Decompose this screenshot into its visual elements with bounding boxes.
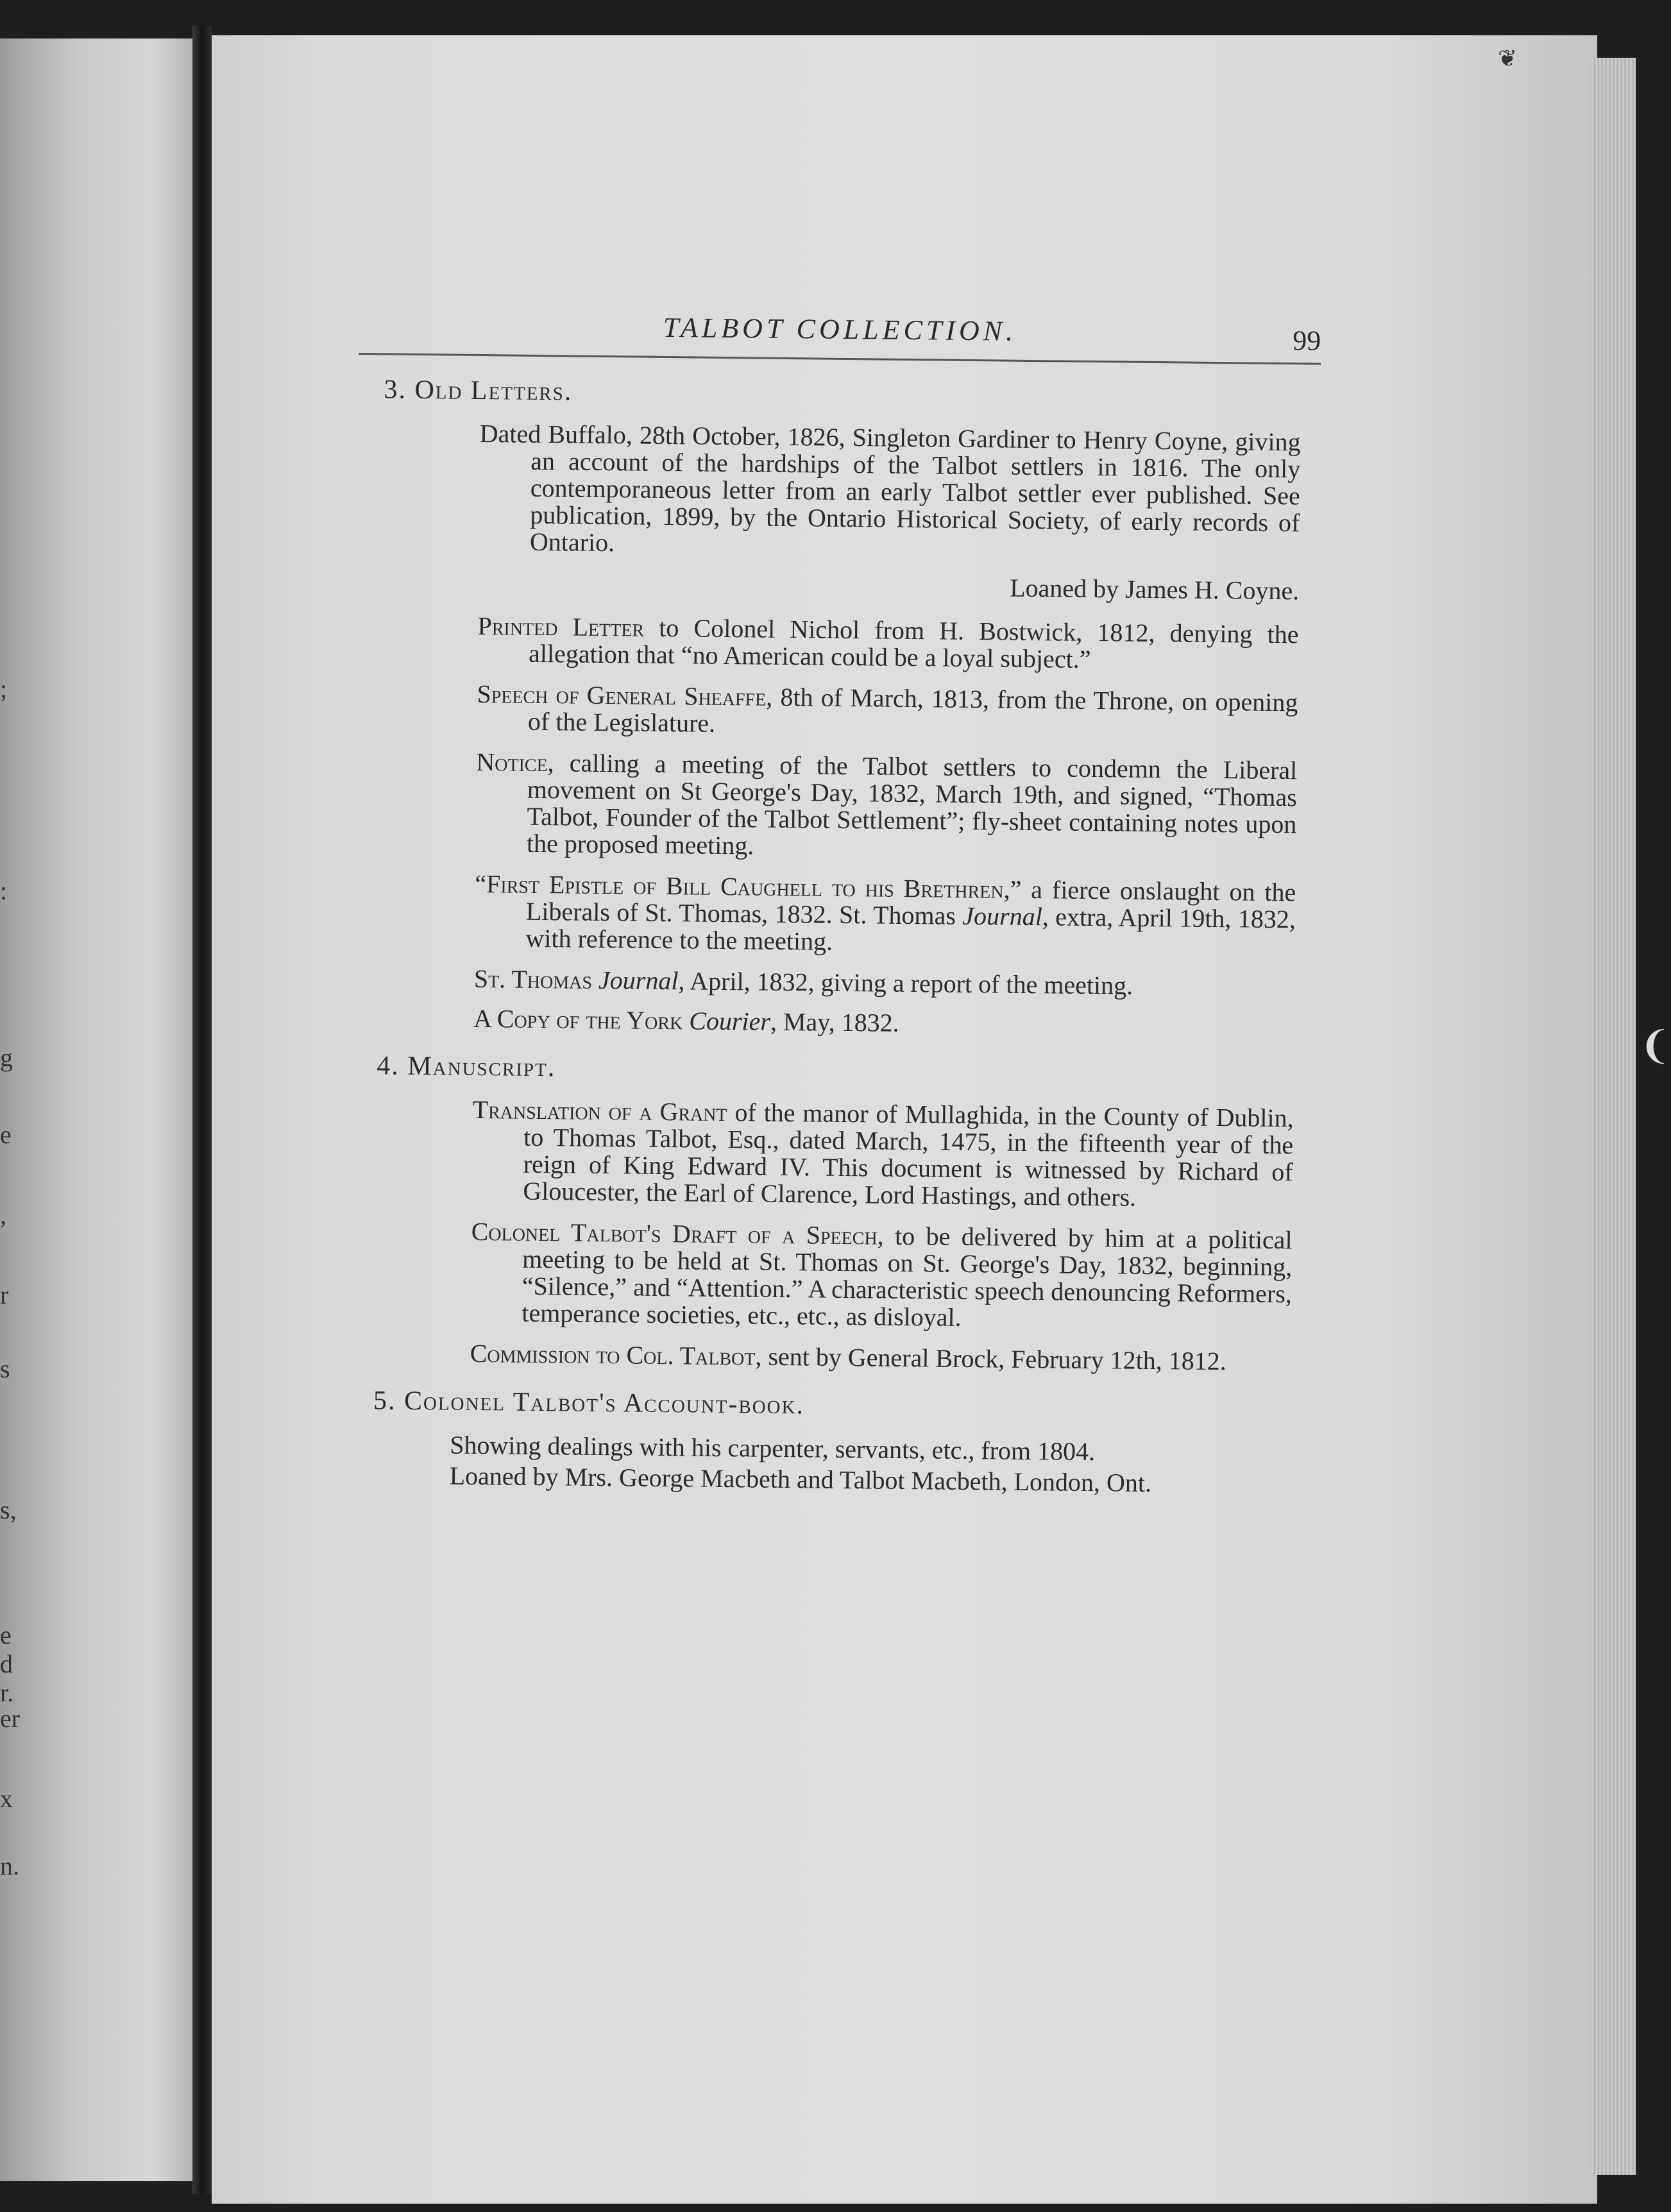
entry-speech-sheaffe: [477, 681, 1298, 743]
facing-page-fragment: :: [0, 876, 8, 905]
entry-text: calling a meeting of the Talbot settlers to condemn the Liberal movement on St George's Day, 1832, March 19th, and signed, “Thomas Talbot, Founder of the Talbot Settlement”; fly-sheet containing notes upon the proposed meeting.: [526, 748, 1298, 860]
entry-text: 8th of March, 1813, from the Throne, on opening of the Legislature.: [527, 682, 1298, 738]
section-number: 3.: [384, 375, 407, 405]
entry-commission: [470, 1340, 1291, 1375]
entry-text: to be delivered by him at a political meeting to be held at St. Thomas on St. George's Day, 1832, beginning, “Silence,” and “Attention.” A characteristic speech denouncing Reformers, temperance societies, etc., etc., as disloyal.: [522, 1221, 1293, 1332]
facing-page-fragment: x: [0, 1784, 13, 1813]
facing-page-fragment: d: [0, 1649, 13, 1678]
entry-text: to Colonel Nichol from H. Bostwick, 1812, denying the allegation that “no American could be a loyal subject.”: [528, 613, 1299, 674]
section-number: 4.: [377, 1051, 400, 1081]
entry-italic: Journal: [598, 965, 679, 996]
entry-text: of the manor of Mullaghida, in the County of Dublin, to Thomas Talbot, Esq., dated March, 1475, in the fifteenth year of the reign of King Edward IV. This document is witnessed by Richard of Gloucester, the Earl of Clarence, Lord Hastings, and others.: [523, 1098, 1294, 1212]
entry-text-after: , April, 1832, giving a report of the meeting.: [678, 966, 1133, 1000]
ink-blot-mark: ❦: [1498, 46, 1518, 71]
entry-draft-speech: [470, 1218, 1293, 1334]
facing-page-fragment: n.: [0, 1851, 19, 1880]
entry-york-courier: [473, 1005, 1294, 1041]
entry-notice: [475, 749, 1298, 865]
section-heading-manuscript: [377, 1050, 1313, 1091]
entry-lead: Speech of General Sheaffe,: [477, 679, 773, 711]
facing-page: [0, 38, 192, 2181]
entry-lead: Printed Letter: [477, 611, 645, 642]
section-heading-account-book: [373, 1385, 1310, 1425]
facing-page-fragment: er: [0, 1704, 21, 1733]
entry-italic: Courier: [689, 1006, 771, 1036]
entry-st-thomas-journal: [474, 966, 1295, 1001]
account-book-description: Showing dealings with his carpenter, servants, etc., from 1804.: [450, 1430, 1096, 1467]
page-number: 99: [1293, 325, 1321, 357]
entry-text: sent by General Brock, February 12th, 1812.: [761, 1341, 1226, 1376]
section-title: Old Letters.: [414, 375, 573, 407]
facing-page-fragment: g: [0, 1043, 13, 1072]
facing-page-fragment: r: [0, 1280, 9, 1309]
entry-lead: A Copy of the York: [473, 1003, 690, 1035]
entry-first-epistle: [474, 871, 1296, 960]
account-book-credit: Loaned by Mrs. George Macbeth and Talbot Macbeth, London, Ont.: [449, 1461, 1152, 1498]
entry-lead: “First Epistle of Bill Caughell to his Brethren,”: [475, 869, 1022, 904]
entry-lead: Notice,: [476, 747, 554, 778]
entry-printed-letter: [477, 613, 1299, 675]
facing-page-fragment: e: [0, 1120, 12, 1149]
running-title: TALBOT COLLECTION.: [663, 311, 1017, 347]
book-gutter: [192, 26, 212, 2194]
entry-text: Dated Buffalo, 28th October, 1826, Singleton Gardiner to Henry Coyne, giving an account of the hardships of the Talbot settlers in 1816. The only contemporaneous letter from an early Talbot settler ever published. See publication, 1899, by the Ontario Historical Society, of early records of Ontario.: [479, 418, 1301, 557]
facing-page-fragment: s: [0, 1354, 10, 1383]
facing-page-fragment: ;: [0, 674, 8, 703]
entry-text-after: , extra, April 19th, 1832, with reference to the meeting.: [525, 902, 1296, 956]
running-header: [359, 295, 1321, 365]
facing-page-fragment: s,: [0, 1495, 17, 1524]
clip-mark: ❨: [1639, 1025, 1671, 1067]
entry-lead: St. Thomas: [473, 964, 599, 994]
entry-lead: Translation of a Grant: [472, 1094, 727, 1127]
section-title: Manuscript.: [407, 1051, 556, 1083]
entry-italic: Journal: [962, 901, 1043, 932]
section-heading-old-letters: [384, 374, 1320, 414]
entry-text: a fierce onslaught on the Liberals of St. Thomas, 1832. St. Thomas: [525, 874, 1296, 930]
entry-gardiner-letter: [479, 420, 1301, 563]
entry-text-after: , May, 1832.: [770, 1007, 899, 1037]
section-title: Colonel Talbot's Account-book.: [403, 1386, 805, 1420]
page-edges: [1591, 58, 1636, 2175]
loan-credit: Loaned by James H. Coyne.: [1010, 573, 1300, 606]
page-content: [346, 295, 1321, 1502]
facing-page-fragment: r.: [0, 1678, 14, 1707]
facing-page-fragment: e: [0, 1621, 12, 1649]
entry-lead: Colonel Talbot's Draft of a Speech,: [471, 1216, 884, 1250]
entry-lead: Commission to Col. Talbot,: [470, 1338, 762, 1371]
section-number: 5.: [373, 1386, 396, 1416]
facing-page-fragment: ,: [0, 1200, 6, 1229]
entry-translation-grant: [471, 1096, 1294, 1212]
